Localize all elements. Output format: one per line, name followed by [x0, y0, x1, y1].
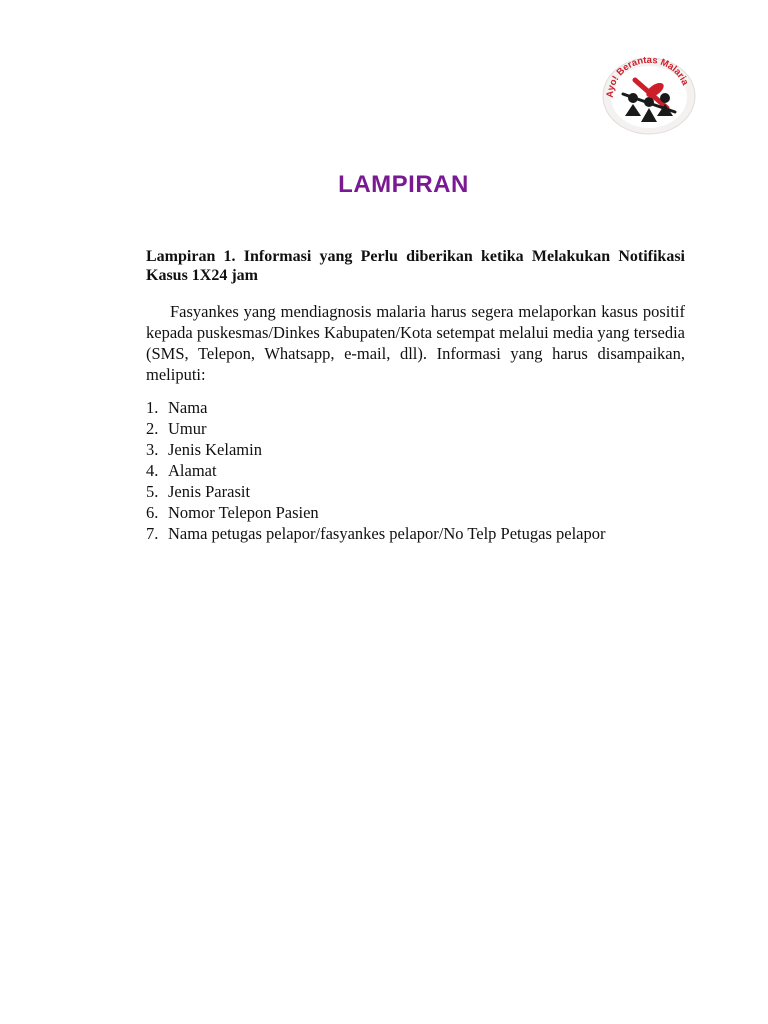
list-item — [146, 397, 686, 418]
list-item-text: Alamat — [168, 461, 217, 480]
list-item-number: 5. — [146, 482, 159, 501]
list-item — [146, 460, 686, 481]
list-item-number: 2. — [146, 419, 159, 438]
information-list — [146, 397, 686, 544]
list-item — [146, 481, 686, 502]
list-item-text: Nama — [168, 398, 208, 417]
page-title: LAMPIRAN — [338, 171, 469, 198]
list-item — [146, 418, 686, 439]
logo-graphic — [595, 50, 703, 136]
list-item — [146, 439, 686, 460]
list-item-number: 6. — [146, 503, 159, 522]
list-item-text: Nama petugas pelapor/fasyankes pelapor/No Telp Petugas pelapor — [168, 524, 606, 543]
list-item-number: 4. — [146, 461, 159, 480]
malaria-campaign-logo — [595, 50, 703, 136]
list-item-text: Jenis Kelamin — [168, 440, 262, 459]
list-item — [146, 523, 686, 544]
logo-text: Ayo! Berantas Malaria — [604, 54, 691, 99]
list-item-number: 3. — [146, 440, 159, 459]
list-item-number: 7. — [146, 524, 159, 543]
list-item-text: Jenis Parasit — [168, 482, 251, 501]
intro-paragraph: Fasyankes yang mendiagnosis malaria harus segera melaporkan kasus positif kepada puskesmas/Dinkes Kabupaten/Kota setempat melalui media yang tersedia (SMS, Telepon, Whatsapp, e-mail, dll). Informasi yang harus disampaikan, meliputi: — [146, 302, 685, 384]
list-item-text: Umur — [168, 419, 207, 438]
appendix-heading: Lampiran 1. Informasi yang Perlu diberikan ketika Melakukan Notifikasi Kasus 1X24 jam — [146, 248, 685, 284]
list-item-text: Nomor Telepon Pasien — [168, 503, 319, 522]
list-item-number: 1. — [146, 398, 159, 417]
list-item — [146, 502, 686, 523]
